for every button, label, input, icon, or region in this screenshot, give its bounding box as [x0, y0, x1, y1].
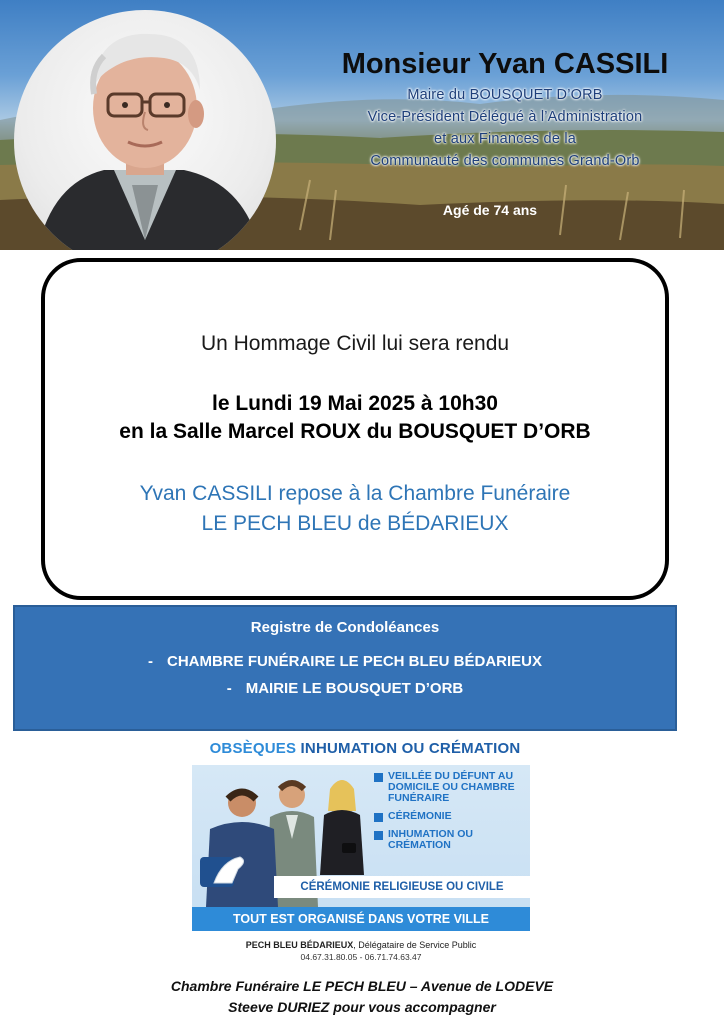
role-line: Vice-Président Délégué à l’Administration: [367, 109, 643, 125]
square-bullet-icon: [374, 831, 383, 840]
ad-phone-numbers: 04.67.31.80.05 - 06.71.74.63.47: [300, 952, 422, 962]
ad-bullet-label: INHUMATION OU CRÉMATION: [388, 828, 473, 851]
footer-contact: Steeve DURIEZ pour vous accompagner: [228, 999, 496, 1015]
list-dash: -: [147, 653, 153, 670]
ad-bullet-label: VEILLÉE DU DÉFUNT AU DOMICILE OU CHAMBRE FUNÉRAIRE: [388, 770, 515, 804]
tribute-box: [41, 258, 669, 600]
ad-panel: [192, 765, 530, 931]
condolences-item-label: MAIRIE LE BOUSQUET D’ORB: [245, 680, 464, 697]
ad-bullet-label: CÉRÉMONIE: [388, 810, 452, 822]
ad-ribbon: CÉRÉMONIE RELIGIEUSE OU CIVILE: [274, 876, 530, 898]
tribute-place: en la Salle Marcel ROUX du BOUSQUET D’ORB: [119, 420, 591, 443]
ad-title-rest: INHUMATION OU CRÉMATION: [296, 740, 521, 757]
header-banner: [0, 0, 724, 250]
ad-credit-rest: , Délégataire de Service Public: [353, 940, 477, 950]
ad-footer-bar: TOUT EST ORGANISÉ DANS VOTRE VILLE: [192, 907, 530, 931]
age-text: Agé de 74 ans: [442, 202, 538, 218]
ad-bullet: [374, 811, 524, 822]
role-line: Maire du BOUSQUET D’ORB: [407, 87, 603, 103]
role-line: et aux Finances de la: [433, 131, 577, 147]
footer-address: Chambre Funéraire LE PECH BLEU – Avenue de LODEVE: [170, 978, 554, 994]
ad-bullet-list: [374, 771, 524, 858]
ad-title-accent: OBSÈQUES: [209, 740, 297, 757]
tribute-date: le Lundi 19 Mai 2025 à 10h30: [212, 392, 498, 415]
person-name: Monsieur Yvan CASSILI: [341, 48, 669, 80]
condolences-title: Registre de Condoléances: [250, 619, 440, 636]
condolences-item-label: CHAMBRE FUNÉRAIRE LE PECH BLEU BÉDARIEUX: [166, 653, 543, 670]
condolences-item: [15, 680, 675, 697]
ad-credit-company: PECH BLEU BÉDARIEUX: [245, 940, 354, 950]
condolences-panel: [13, 605, 677, 731]
ad-credit: [192, 940, 530, 950]
rest-location-line2: LE PECH BLEU de BÉDARIEUX: [201, 512, 509, 535]
square-bullet-icon: [374, 773, 383, 782]
tribute-intro: Un Hommage Civil lui sera rendu: [200, 332, 510, 355]
ad-title: [200, 740, 530, 757]
condolences-item: [15, 653, 675, 670]
square-bullet-icon: [374, 813, 383, 822]
ad-bullet: [374, 829, 524, 851]
ad-bullet: [374, 771, 524, 804]
role-line: Communauté des communes Grand-Orb: [370, 153, 640, 169]
rest-location-line1: Yvan CASSILI repose à la Chambre Funéraire: [139, 482, 571, 505]
list-dash: -: [226, 680, 232, 697]
